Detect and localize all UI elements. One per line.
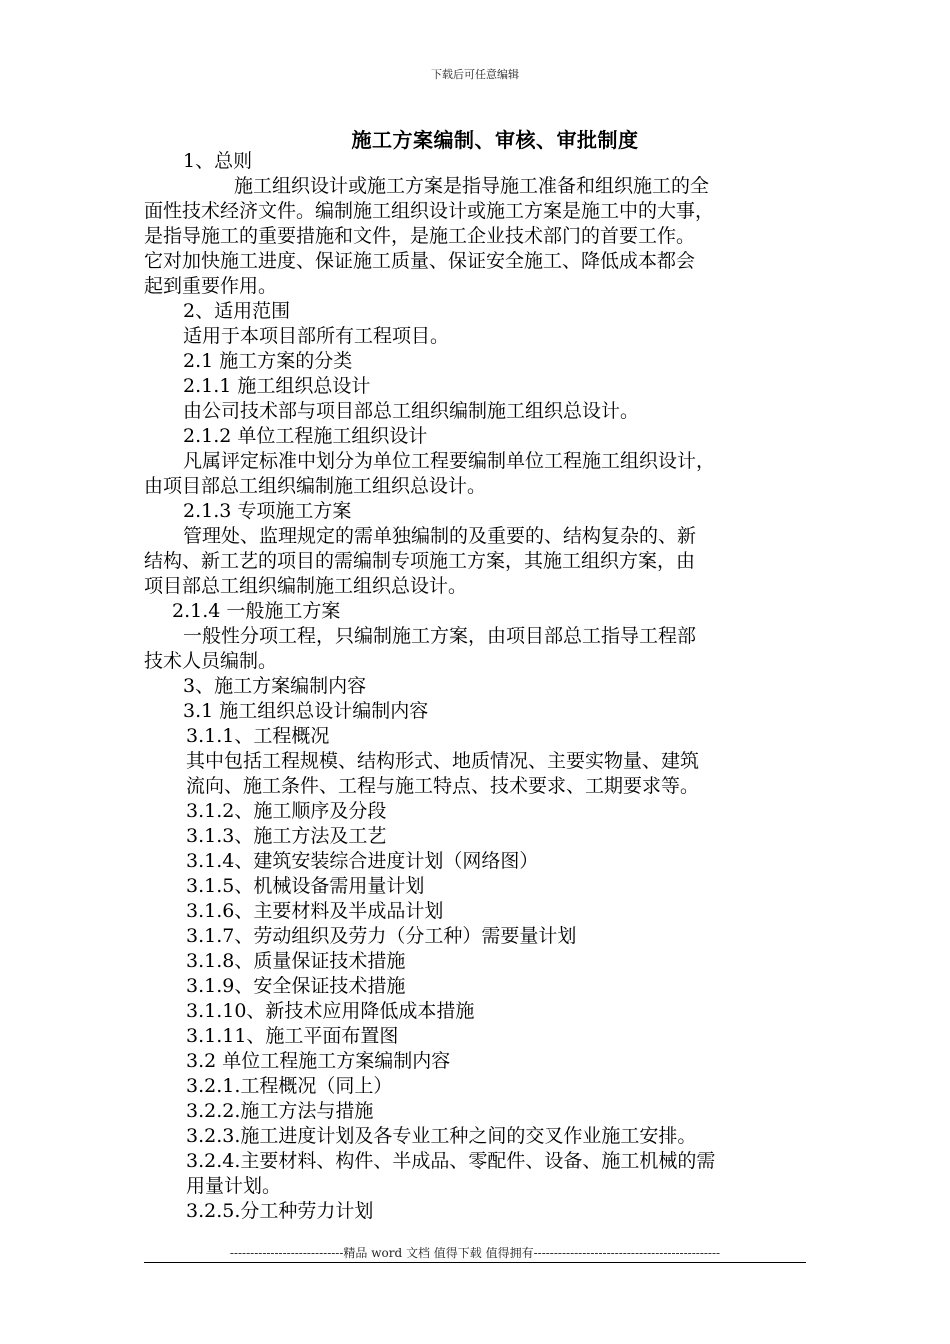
list-item: 3.2.4.主要材料、构件、半成品、零配件、设备、施工机械的需 (186, 1150, 716, 1172)
paragraph-line: 结构、新工艺的项目的需编制专项施工方案，其施工组织方案，由 (144, 550, 696, 572)
paragraph-line: 它对加快施工进度、保证施工质量、保证安全施工、降低成本都会 (144, 250, 696, 272)
paragraph-line: 由公司技术部与项目部总工组织编制施工组织总设计。 (183, 400, 640, 422)
section-heading: 2、适用范围 (183, 300, 291, 322)
list-item: 3.1.11、施工平面布置图 (186, 1025, 399, 1047)
paragraph-line: 是指导施工的重要措施和文件，是施工企业技术部门的首要工作。 (144, 225, 696, 247)
footer-divider (144, 1262, 806, 1263)
list-item: 3.2.3.施工进度计划及各专业工种之间的交叉作业施工安排。 (186, 1125, 697, 1147)
paragraph-line: 由项目部总工组织编制施工组织总设计。 (144, 475, 487, 497)
paragraph-line: 管理处、监理规定的需单独编制的及重要的、结构复杂的、新 (183, 525, 697, 547)
subsection-heading: 2.1.1 施工组织总设计 (183, 375, 371, 397)
paragraph-line: 用量计划。 (186, 1175, 282, 1197)
list-item: 3.1.8、质量保证技术措施 (186, 950, 406, 972)
list-item: 3.1.4、建筑安装综合进度计划（网络图） (186, 850, 539, 872)
page-header: 下载后可任意编辑 (431, 68, 519, 81)
list-item: 3.1.2、施工顺序及分段 (186, 800, 387, 822)
subsection-heading: 2.1.2 单位工程施工组织设计 (183, 425, 428, 447)
paragraph-line: 适用于本项目部所有工程项目。 (183, 325, 450, 347)
page-footer: ----------------------------精品 word 文档 值得下载 值得拥有---------------------------------------------- (229, 1246, 721, 1260)
list-item: 3.2.2.施工方法与措施 (186, 1100, 374, 1122)
paragraph-line: 面性技术经济文件。编制施工组织设计或施工方案是施工中的大事， (144, 200, 715, 222)
paragraph-line: 流向、施工条件、工程与施工特点、技术要求、工期要求等。 (186, 775, 700, 797)
section-heading: 3、施工方案编制内容 (183, 675, 367, 697)
paragraph-line: 起到重要作用。 (144, 275, 278, 297)
paragraph-line: 一般性分项工程，只编制施工方案，由项目部总工指导工程部 (183, 625, 697, 647)
paragraph-line: 技术人员编制。 (144, 650, 278, 672)
list-item: 3.2.1.工程概况（同上） (186, 1075, 393, 1097)
list-item: 3.1.10、新技术应用降低成本措施 (186, 1000, 475, 1022)
list-item: 3.1.7、劳动组织及劳力（分工种）需要量计划 (186, 925, 577, 947)
paragraph-line: 其中包括工程规模、结构形式、地质情况、主要实物量、建筑 (186, 750, 700, 772)
paragraph-line: 项目部总工组织编制施工组织总设计。 (144, 575, 468, 597)
section-heading: 1、总则 (183, 150, 253, 172)
document-title: 施工方案编制、审核、审批制度 (351, 128, 639, 152)
list-item: 3.1.3、施工方法及工艺 (186, 825, 387, 847)
paragraph-line: 凡属评定标准中划分为单位工程要编制单位工程施工组织设计， (183, 450, 716, 472)
subsection-heading: 2.1.3 专项施工方案 (183, 500, 352, 522)
subsection-heading: 3.2 单位工程施工方案编制内容 (186, 1050, 451, 1072)
list-item: 3.1.6、主要材料及半成品计划 (186, 900, 444, 922)
list-item: 3.1.9、安全保证技术措施 (186, 975, 406, 997)
subsection-heading: 3.1 施工组织总设计编制内容 (183, 700, 429, 722)
subsection-heading: 2.1 施工方案的分类 (183, 350, 353, 372)
list-item: 3.2.5.分工种劳力计划 (186, 1200, 374, 1222)
list-item: 3.1.1、工程概况 (186, 725, 330, 747)
paragraph-line: 施工组织设计或施工方案是指导施工准备和组织施工的全 (234, 175, 710, 197)
subsection-heading: 2.1.4 一般施工方案 (172, 600, 341, 622)
list-item: 3.1.5、机械设备需用量计划 (186, 875, 425, 897)
